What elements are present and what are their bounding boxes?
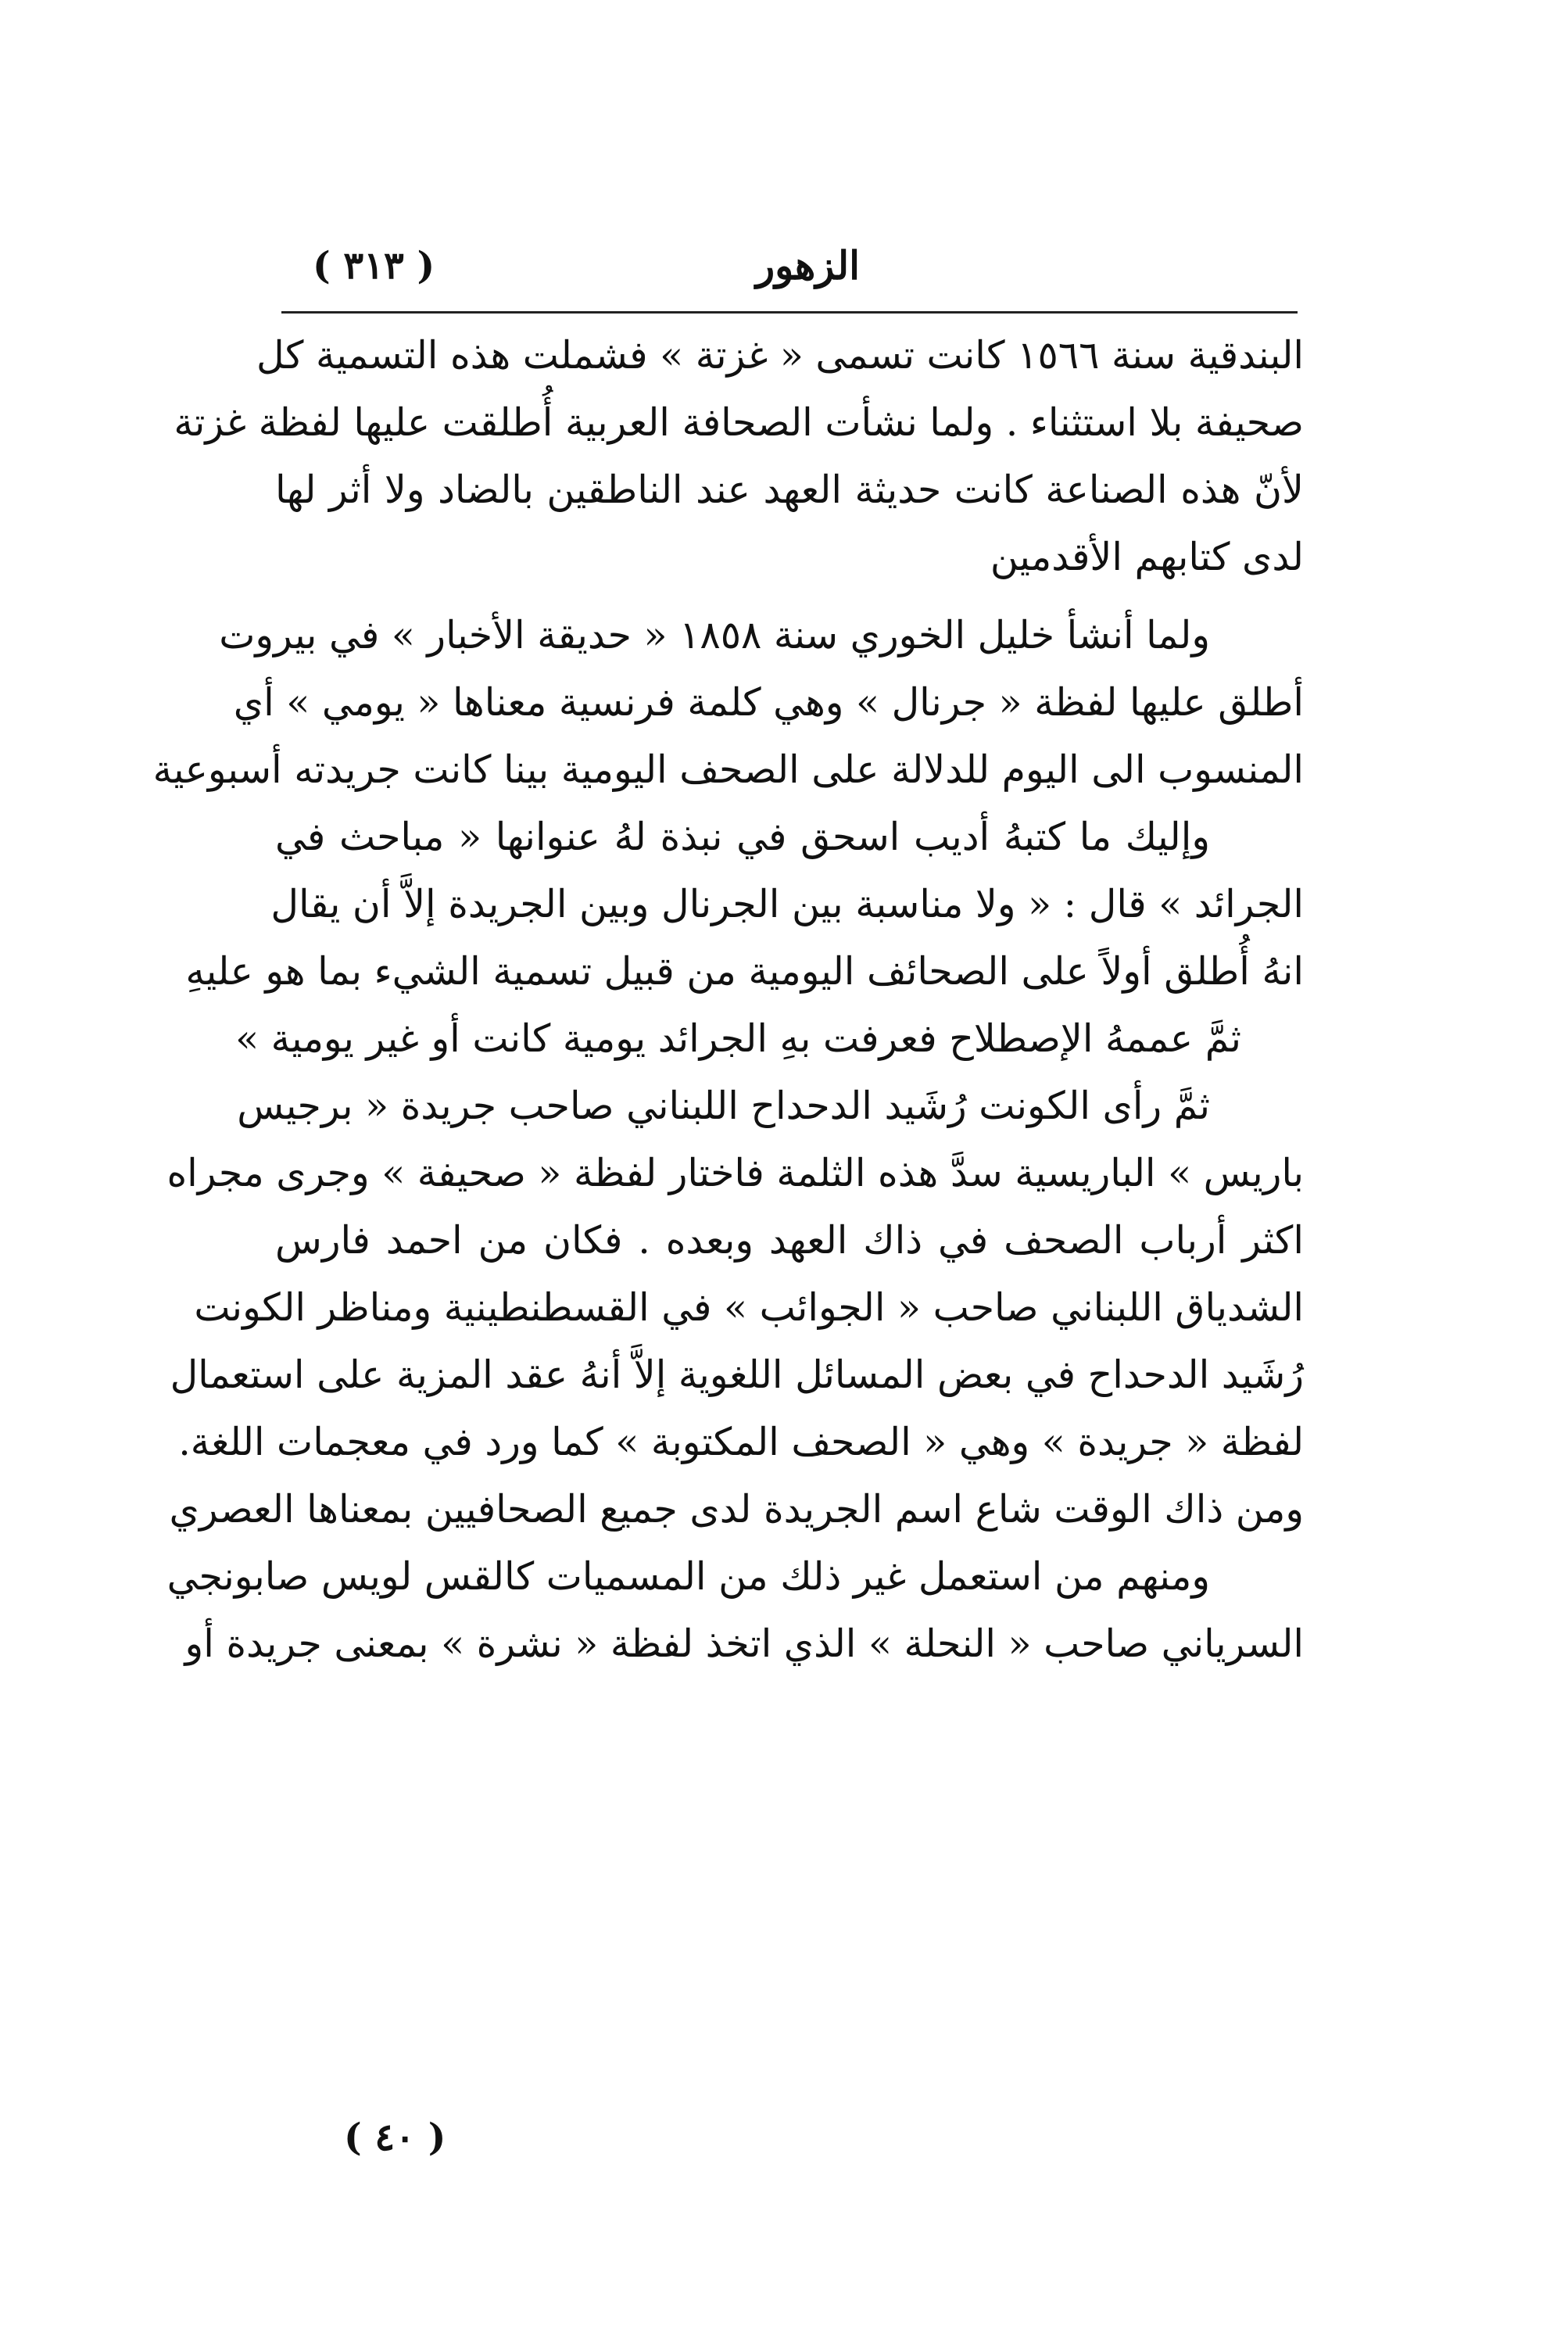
- text-line: ثمَّ عممهُ الإصطلاح فعرفت بهِ الجرائد يومية كانت أو غير يومية »: [235, 1016, 1241, 1061]
- paragraph-gap: [275, 591, 1304, 602]
- text-line: اكثر أرباب الصحف في ذاك العهد وبعده . فكان من احمد فارس: [275, 1218, 1304, 1263]
- signature-mark: ( ٤٠ ): [344, 2116, 446, 2159]
- journal-title: الزهور: [755, 242, 860, 288]
- text-line: لأنّ هذه الصناعة كانت حديثة العهد عند الناطقين بالضاد ولا أثر لها: [275, 468, 1304, 512]
- text-line: لدى كتابهم الأقدمين: [990, 535, 1304, 579]
- text-line: انهُ أُطلق أولاً على الصحائف اليومية من قبيل تسمية الشيء بما هو عليهِ: [185, 949, 1304, 994]
- text-line: ومن ذاك الوقت شاع اسم الجريدة لدى جميع الصحافيين بمعناها العصري: [169, 1487, 1304, 1532]
- text-line: الشدياق اللبناني صاحب « الجوائب » في القسطنطينية ومناظر الكونت: [194, 1285, 1304, 1330]
- text-line: أطلق عليها لفظة « جرنال » وهي كلمة فرنسية معناها « يومي » أي: [233, 680, 1304, 725]
- text-line: الجرائد » قال : « ولا مناسبة بين الجرنال وبين الجريدة إلاَّ أن يقال: [270, 882, 1304, 926]
- text-line: ولما أنشأ خليل الخوري سنة ١٨٥٨ « حديقة الأخبار » في بيروت: [219, 613, 1210, 657]
- text-line: السرياني صاحب « النحلة » الذي اتخذ لفظة « نشرة » بمعنى جريدة أو: [184, 1621, 1304, 1666]
- article-body: [152, 322, 1304, 1678]
- text-line: لفظة « جريدة » وهي « الصحف المكتوبة » كما ورد في معجمات اللغة.: [178, 1420, 1304, 1464]
- text-line: ومنهم من استعمل غير ذلك من المسميات كالقس لويس صابونجي: [166, 1554, 1210, 1599]
- text-line: ثمَّ رأى الكونت رُشَيد الدحداح اللبناني صاحب جريدة « برجيس: [237, 1084, 1210, 1128]
- text-line: باريس » الباريسية سدَّ هذه الثلمة فاختار لفظة « صحيفة » وجرى مجراه: [166, 1151, 1304, 1195]
- text-line: رُشَيد الدحداح في بعض المسائل اللغوية إلاَّ أنهُ عقد المزية على استعمال: [170, 1353, 1304, 1397]
- text-line: البندقية سنة ١٥٦٦ كانت تسمى « غزتة » فشملت هذه التسمية كل: [256, 333, 1304, 378]
- running-header: [281, 235, 1298, 297]
- text-line: صحيفة بلا استثناء . ولما نشأت الصحافة العربية أُطلقت عليها لفظة غزتة: [174, 400, 1304, 445]
- header-rule: [281, 311, 1298, 314]
- text-line: وإليك ما كتبهُ أديب اسحق في نبذة لهُ عنوانها « مباحث في: [275, 815, 1210, 859]
- text-line: المنسوب الى اليوم للدلالة على الصحف اليومية بينا كانت جريدته أسبوعية: [152, 747, 1304, 792]
- page-number: ( ٣١٣ ): [313, 244, 435, 288]
